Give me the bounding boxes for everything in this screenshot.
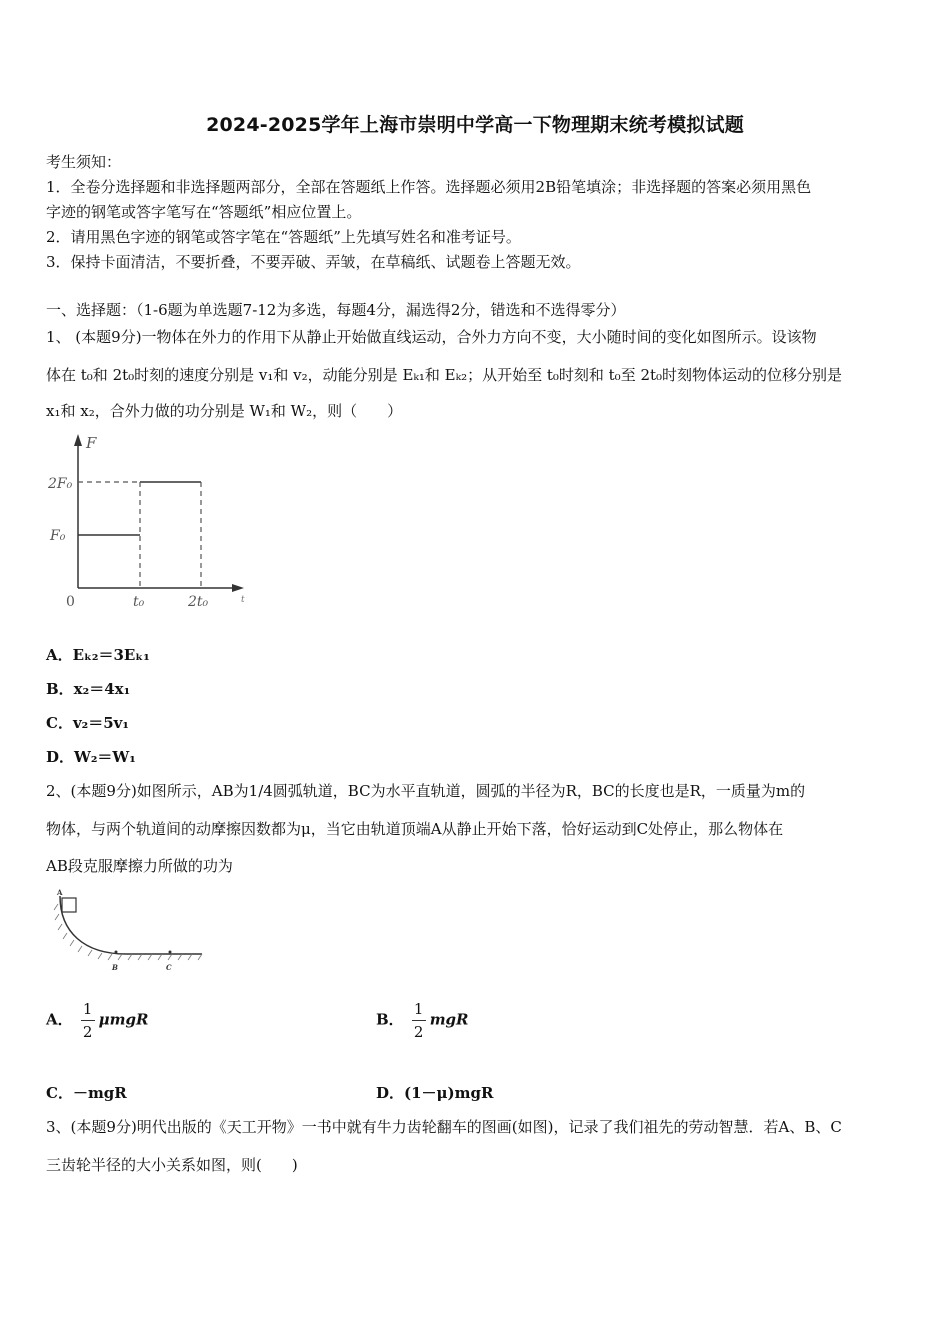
notice-item-1-cont: 字迹的钢笔或答字笔写在“答题纸”相应位置上。 (46, 203, 362, 221)
q2-option-b-label: B． (376, 1010, 404, 1029)
q2-stem-line2: 物体，与两个轨道间的动摩擦因数都为μ，当它由轨道顶端A从静止开始下落，恰好运动到C处停止，那么物体在 (46, 820, 784, 838)
y-tick-2f0: 2F₀ (48, 476, 73, 492)
q1-option-b[interactable]: B．x₂＝4x₁ (46, 680, 131, 698)
x-label: t (241, 595, 245, 605)
section-heading: 一、选择题：（1-6题为单选题7-12为多选，每题4分，漏选得2分，错选和不选得零分） (46, 301, 626, 319)
q1-option-c[interactable]: C．v₂＝5v₁ (46, 714, 129, 732)
notice-item-3: 3．保持卡面清洁，不要折叠，不要弄破、弄皱，在草稿纸、试题卷上答题无效。 (46, 253, 581, 271)
fraction-numerator: 1 (413, 1000, 424, 1018)
point-c (169, 951, 172, 954)
fraction-denominator: 2 (82, 1023, 93, 1041)
q2-option-b[interactable] (376, 998, 469, 1043)
notice-item-1: 1．全卷分选择题和非选择题两部分，全部在答题纸上作答。选择题必须用2B铅笔填涂；非选择题的答案必须用黑色 (46, 178, 812, 196)
fraction-half (81, 998, 95, 1043)
q3-stem-line1: 3、(本题9分)明代出版的《天工开物》一书中就有牛力齿轮翻车的图画(如图)，记录了我们祖先的劳动智慧．若A、B、C (46, 1118, 842, 1136)
notice-heading: 考生须知： (46, 153, 122, 171)
y-label: F (86, 434, 97, 452)
x-tick-origin: 0 (66, 594, 75, 610)
q1-stem-line2: 体在 t₀和 2t₀时刻的速度分别是 v₁和 v₂，动能分别是 Eₖ₁和 Eₖ₂；从开始至 t₀时刻和 t₀至 2t₀时刻物体运动的位移分别是 (46, 366, 843, 384)
fraction-half (412, 998, 426, 1043)
q2-stem-line3: AB段克服摩擦力所做的功为 (46, 857, 233, 875)
q1-option-a[interactable]: A．Eₖ₂＝3Eₖ₁ (46, 646, 150, 664)
q2-stem-line1: 2、(本题9分)如图所示，AB为1/4圆弧轨道，BC为水平直轨道，圆弧的半径为R，BC的长度也是R，一质量为m的 (46, 782, 806, 800)
fraction-denominator: 2 (413, 1023, 424, 1041)
x-tick-2t0: 2t₀ (188, 594, 209, 610)
x-axis-arrow (232, 584, 244, 592)
label-c: C (166, 963, 172, 972)
q1-stem-line1: 1、 (本题9分)一物体在外力的作用下从静止开始做直线运动，合外力方向不变，大小随时间的变化如图所示。设该物 (46, 328, 817, 346)
point-b (115, 951, 118, 954)
q1-force-graph (44, 432, 254, 612)
q2-option-c[interactable]: C．－mgR (46, 1084, 127, 1102)
q3-stem-line2: 三齿轮半径的大小关系如图，则( ) (46, 1156, 298, 1174)
q1-stem-line3: x₁和 x₂，合外力做的功分别是 W₁和 W₂，则（ ） (46, 402, 403, 420)
q2-option-d[interactable]: D．(1－μ)mgR (376, 1084, 494, 1102)
q2-option-a-label: A． (46, 1010, 73, 1029)
q2-option-a[interactable] (46, 998, 148, 1043)
q2-track-figure (46, 884, 208, 976)
x-tick-t0: t₀ (133, 594, 145, 610)
y-tick-f0: F₀ (50, 528, 66, 544)
q2-option-a-expr: μmgR (98, 1010, 149, 1029)
q1-option-d[interactable]: D．W₂＝W₁ (46, 748, 136, 766)
notice-item-2: 2．请用黑色字迹的钢笔或答字笔在“答题纸”上先填写姓名和准考证号。 (46, 228, 521, 246)
y-axis-arrow (74, 434, 82, 446)
track-surface (60, 896, 202, 954)
label-b: B (112, 963, 118, 972)
block (62, 898, 76, 912)
q2-option-b-expr: mgR (429, 1010, 469, 1029)
fraction-numerator: 1 (82, 1000, 93, 1018)
page-title: 2024-2025学年上海市崇明中学高一下物理期末统考模拟试题 (206, 114, 744, 136)
label-a: A (57, 888, 63, 897)
